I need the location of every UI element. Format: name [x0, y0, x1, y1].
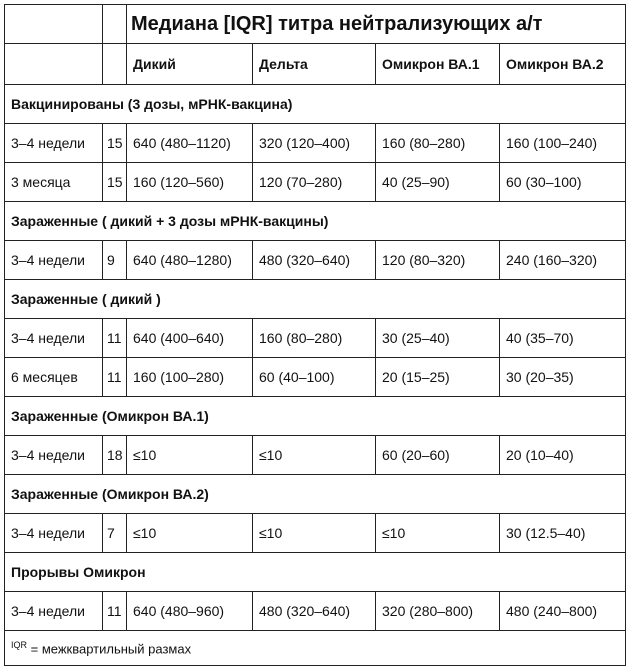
value-cell: 160 (100–280) — [127, 358, 253, 397]
n-cell: 18 — [103, 436, 127, 475]
time-cell: 6 месяцев — [5, 358, 103, 397]
n-cell: 7 — [103, 514, 127, 553]
value-cell: 160 (120–560) — [127, 163, 253, 202]
time-cell: 3–4 недели — [5, 319, 103, 358]
value-cell: ≤10 — [127, 514, 253, 553]
value-cell: 240 (160–320) — [500, 241, 626, 280]
n-cell: 11 — [103, 358, 127, 397]
footnote-sup: IQR — [11, 639, 28, 650]
value-cell: 40 (35–70) — [500, 319, 626, 358]
time-cell: 3–4 недели — [5, 514, 103, 553]
value-cell: 30 (25–40) — [376, 319, 500, 358]
value-cell: 320 (280–800) — [376, 592, 500, 631]
table-row — [5, 592, 626, 631]
empty-cell — [103, 5, 127, 44]
table-row — [5, 514, 626, 553]
value-cell: 480 (320–640) — [253, 592, 376, 631]
group-row — [5, 475, 626, 514]
time-cell: 3–4 недели — [5, 241, 103, 280]
header-row-columns — [5, 44, 626, 85]
group-row — [5, 280, 626, 319]
value-cell: ≤10 — [253, 436, 376, 475]
n-cell: 9 — [103, 241, 127, 280]
table-title: Медиана [IQR] титра нейтрализующих а/т — [127, 5, 626, 44]
value-cell: 480 (240–800) — [500, 592, 626, 631]
time-cell: 3–4 недели — [5, 592, 103, 631]
value-cell: 120 (70–280) — [253, 163, 376, 202]
value-cell: 320 (120–400) — [253, 124, 376, 163]
table-row — [5, 241, 626, 280]
footnote-row — [5, 631, 626, 666]
value-cell: 20 (15–25) — [376, 358, 500, 397]
group-label: Зараженные ( дикий ) — [5, 280, 626, 319]
n-cell: 15 — [103, 124, 127, 163]
value-cell: 480 (320–640) — [253, 241, 376, 280]
n-cell: 15 — [103, 163, 127, 202]
group-row — [5, 553, 626, 592]
value-cell: 160 (100–240) — [500, 124, 626, 163]
empty-cell — [103, 44, 127, 85]
value-cell: 640 (480–1120) — [127, 124, 253, 163]
table-row — [5, 124, 626, 163]
value-cell: 60 (20–60) — [376, 436, 500, 475]
value-cell: ≤10 — [127, 436, 253, 475]
time-cell: 3 месяца — [5, 163, 103, 202]
footnote-text: = межквартильный размах — [27, 641, 192, 657]
group-label: Зараженные (Омикрон ВА.1) — [5, 397, 626, 436]
group-row — [5, 202, 626, 241]
value-cell: 60 (40–100) — [253, 358, 376, 397]
group-label: Прорывы Омикрон — [5, 553, 626, 592]
value-cell: ≤10 — [376, 514, 500, 553]
group-label: Вакцинированы (3 дозы, мРНК-вакцина) — [5, 85, 626, 124]
value-cell: 120 (80–320) — [376, 241, 500, 280]
group-label: Зараженные ( дикий + 3 дозы мРНК-вакцины) — [5, 202, 626, 241]
group-row — [5, 85, 626, 124]
table-row — [5, 163, 626, 202]
time-cell: 3–4 недели — [5, 436, 103, 475]
value-cell: 20 (10–40) — [500, 436, 626, 475]
value-cell: 640 (480–960) — [127, 592, 253, 631]
value-cell: 30 (20–35) — [500, 358, 626, 397]
value-cell: 640 (480–1280) — [127, 241, 253, 280]
value-cell: 30 (12.5–40) — [500, 514, 626, 553]
value-cell: ≤10 — [253, 514, 376, 553]
value-cell: 40 (25–90) — [376, 163, 500, 202]
n-cell: 11 — [103, 319, 127, 358]
table-row — [5, 358, 626, 397]
group-row — [5, 397, 626, 436]
footnote — [5, 631, 626, 666]
empty-cell — [5, 44, 103, 85]
value-cell: 60 (30–100) — [500, 163, 626, 202]
empty-cell — [5, 5, 103, 44]
n-cell: 11 — [103, 592, 127, 631]
value-cell: 160 (80–280) — [253, 319, 376, 358]
column-header-omicron-ba2: Омикрон ВА.2 — [500, 44, 626, 85]
titer-table — [4, 4, 626, 666]
table-row — [5, 319, 626, 358]
table-row — [5, 436, 626, 475]
column-header-delta: Дельта — [253, 44, 376, 85]
column-header-omicron-ba1: Омикрон ВА.1 — [376, 44, 500, 85]
column-header-wild: Дикий — [127, 44, 253, 85]
header-row-title — [5, 5, 626, 44]
value-cell: 640 (400–640) — [127, 319, 253, 358]
group-label: Зараженные (Омикрон ВА.2) — [5, 475, 626, 514]
time-cell: 3–4 недели — [5, 124, 103, 163]
value-cell: 160 (80–280) — [376, 124, 500, 163]
